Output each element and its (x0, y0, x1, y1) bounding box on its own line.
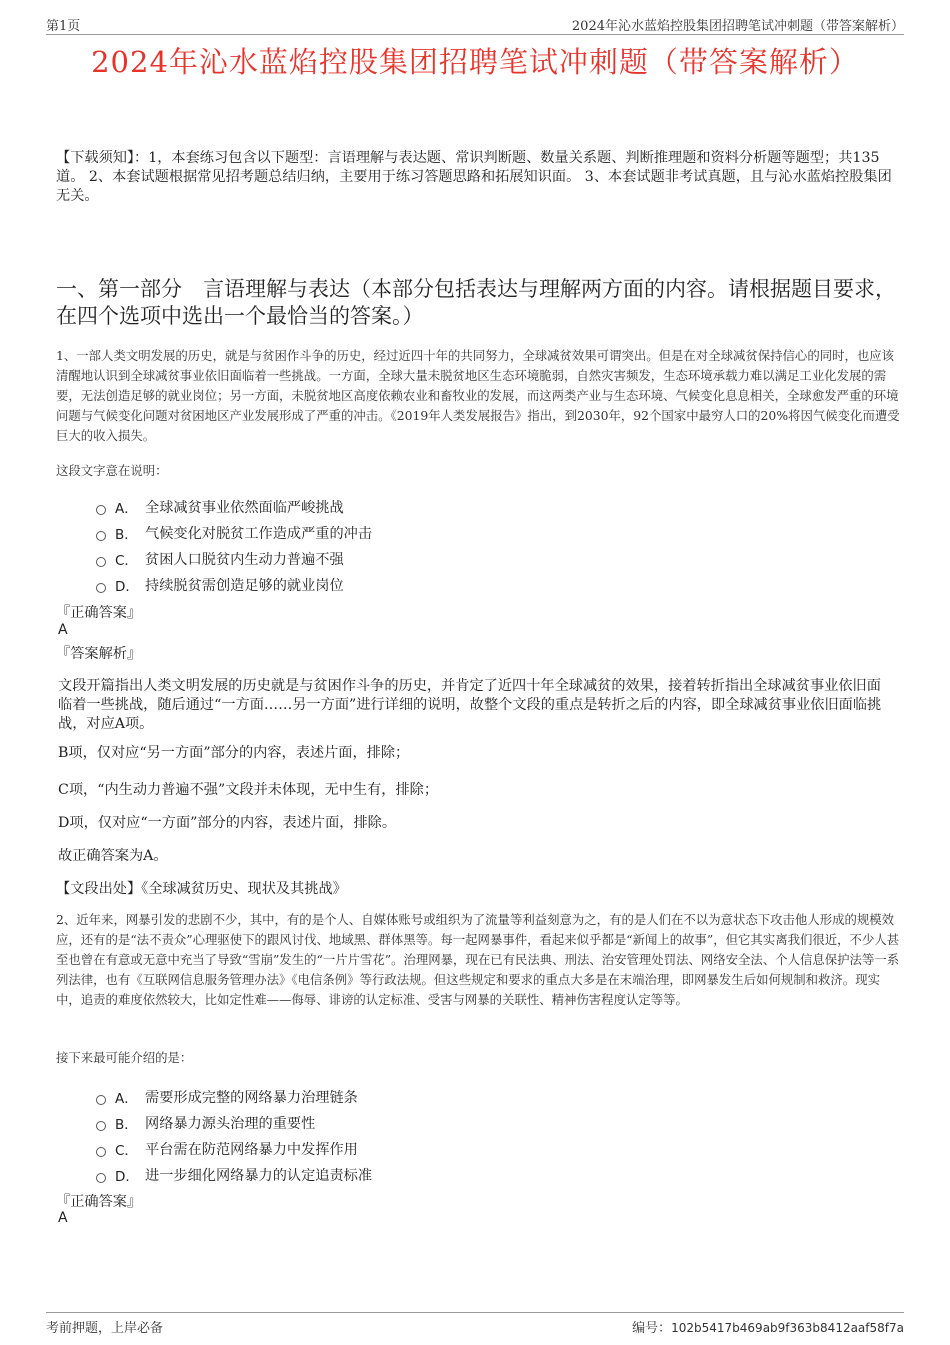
option-text: 全球减贫事业依然面临严峻挑战 (145, 500, 344, 516)
radio-icon[interactable] (96, 1121, 106, 1131)
option-text: 网络暴力源头治理的重要性 (145, 1116, 316, 1132)
question-2-option-a[interactable] (96, 1084, 696, 1110)
option-text: 平台需在防范网络暴力中发挥作用 (145, 1142, 358, 1158)
footer-slogan: 考前押题，上岸必备 (46, 1321, 164, 1336)
footer-code-label: 编号： (632, 1321, 672, 1336)
question-2-prompt: 接下来最可能介绍的是： (56, 1050, 193, 1065)
page-header (46, 14, 904, 35)
footer-code (632, 1317, 904, 1336)
question-1-analysis-label: 『答案解析』 (56, 646, 142, 662)
radio-icon[interactable] (96, 1095, 106, 1105)
header-doc-title: 2024年沁水蓝焰控股集团招聘笔试冲刺题（带答案解析） (571, 19, 904, 34)
question-1-answer-label: 『正确答案』 (56, 605, 142, 621)
radio-icon[interactable] (96, 505, 106, 515)
download-notice: 【下载须知】：1，本套练习包含以下题型：言语理解与表达题、常识判断题、数量关系题、判断推理题和资料分析题等题型；共135道。 2、本套试题根据常见招考题总结归纳，主要用于练习答题思路和拓展知识面。 3、本套试题非考试真题，且与沁水蓝焰控股集团无关。 (56, 150, 892, 204)
question-2-answer: A (58, 1210, 68, 1226)
question-1-options (96, 494, 696, 598)
question-1-prompt: 这段文字意在说明： (56, 463, 168, 478)
option-text: 气候变化对脱贫工作造成严重的冲击 (145, 526, 373, 542)
question-2-option-d[interactable] (96, 1162, 696, 1188)
option-text: 持续脱贫需创造足够的就业岗位 (145, 578, 344, 594)
option-letter: C． (115, 553, 138, 569)
footer-code-value: 102b5417b469ab9f363b8412aaf58f7a (671, 1321, 904, 1335)
question-2-option-b[interactable] (96, 1110, 696, 1136)
question-1-source: 【文段出处】《全球减贫历史、现状及其挑战》 (56, 881, 347, 897)
question-1-answer: A (58, 622, 68, 638)
question-2-stem: 2、近年来，网暴引发的悲剧不少，其中，有的是个人、自媒体账号或组织为了流量等利益刻意为之，有的是人们在不以为意状态下攻击他人形成的规模效应，还有的是“法不责众”心理驱使下的跟风讨伐、地域黑、群体黑等。每一起网暴事件，看起来似乎都是“新闻上的故事”，但它其实离我们很近，不少人甚至也曾在有意或无意中充当了导致“雪崩”发生的“一片片雪花”。治理网暴，现在已有民法典、刑法、治安管理处罚法、网络安全法、个人信息保护法等一系列法律，也有《互联网信息服务管理办法》《电信条例》等行政法规。但这些规定和要求的重点大多是在末端治理，即网暴发生后如何规制和救济。现实中，追责的难度依然较大，比如定性难——侮辱、诽谤的认定标准、受害与网暴的关联性、精神伤害程度认定等等。 (56, 912, 900, 1007)
option-text: 需要形成完整的网络暴力治理链条 (145, 1090, 358, 1106)
radio-icon[interactable] (96, 583, 106, 593)
section-heading: 一、第一部分 言语理解与表达（本部分包括表达与理解两方面的内容。请根据题目要求，在四个选项中选出一个最恰当的答案。） (56, 277, 896, 328)
option-text: 贫困人口脱贫内生动力普遍不强 (145, 552, 344, 568)
option-text: 进一步细化网络暴力的认定追责标准 (145, 1168, 373, 1184)
question-1-option-a[interactable] (96, 494, 696, 520)
question-1-option-b[interactable] (96, 520, 696, 546)
question-1-analysis-conclusion: 故正确答案为A。 (58, 848, 168, 864)
question-1-analysis-c: C项，“内生动力普遍不强”文段并未体现，无中生有，排除； (58, 782, 439, 798)
option-letter: D． (115, 1169, 139, 1185)
option-letter: B． (115, 1117, 138, 1133)
radio-icon[interactable] (96, 1147, 106, 1157)
option-letter: D． (115, 579, 139, 595)
radio-icon[interactable] (96, 1173, 106, 1183)
option-letter: B． (115, 527, 138, 543)
page-number: 第1页 (46, 19, 81, 34)
question-1-analysis-b: B项，仅对应“另一方面”部分的内容，表述片面，排除； (58, 745, 410, 761)
option-letter: A． (115, 1091, 138, 1107)
question-1-stem: 1、一部人类文明发展的历史，就是与贫困作斗争的历史，经过近四十年的共同努力，全球减贫效果可谓突出。但是在对全球减贫保持信心的同时，也应该清醒地认识到全球减贫事业依旧面临着一些挑战。一方面，全球大量未脱贫地区生态环境脆弱，自然灾害频发，生态环境承载力难以满足工业化发展的需要，无法创造足够的就业岗位；另一方面，未脱贫地区高度依赖农业和畜牧业的发展，而这两类产业与生态环境、气候变化息息相关，全球愈发严重的环境问题与气候变化问题对贫困地区产业发展形成了严重的冲击。《2019年人类发展报告》指出，到2030年，92个国家中最穷人口的20%将因气候变化而遭受巨大的收入损失。 (56, 348, 900, 443)
radio-icon[interactable] (96, 557, 106, 567)
question-1-analysis-main: 文段开篇指出人类文明发展的历史就是与贫困作斗争的历史，并肯定了近四十年全球减贫的效果，接着转折指出全球减贫事业依旧面临着一些挑战，随后通过“一方面……另一方面”进行详细的说明，故整个文段的重点是转折之后的内容，即全球减贫事业依旧面临挑战，对应A项。 (58, 678, 882, 732)
radio-icon[interactable] (96, 531, 106, 541)
question-2-answer-label: 『正确答案』 (56, 1194, 142, 1210)
question-1-option-c[interactable] (96, 546, 696, 572)
option-letter: C． (115, 1143, 138, 1159)
question-1-analysis-d: D项，仅对应“一方面”部分的内容，表述片面，排除。 (58, 815, 397, 831)
page-footer (46, 1312, 904, 1335)
document-title: 2024年沁水蓝焰控股集团招聘笔试冲刺题（带答案解析） (91, 45, 859, 79)
question-1-option-d[interactable] (96, 572, 696, 598)
option-letter: A． (115, 501, 138, 517)
question-2-options (96, 1084, 696, 1188)
question-2-option-c[interactable] (96, 1136, 696, 1162)
